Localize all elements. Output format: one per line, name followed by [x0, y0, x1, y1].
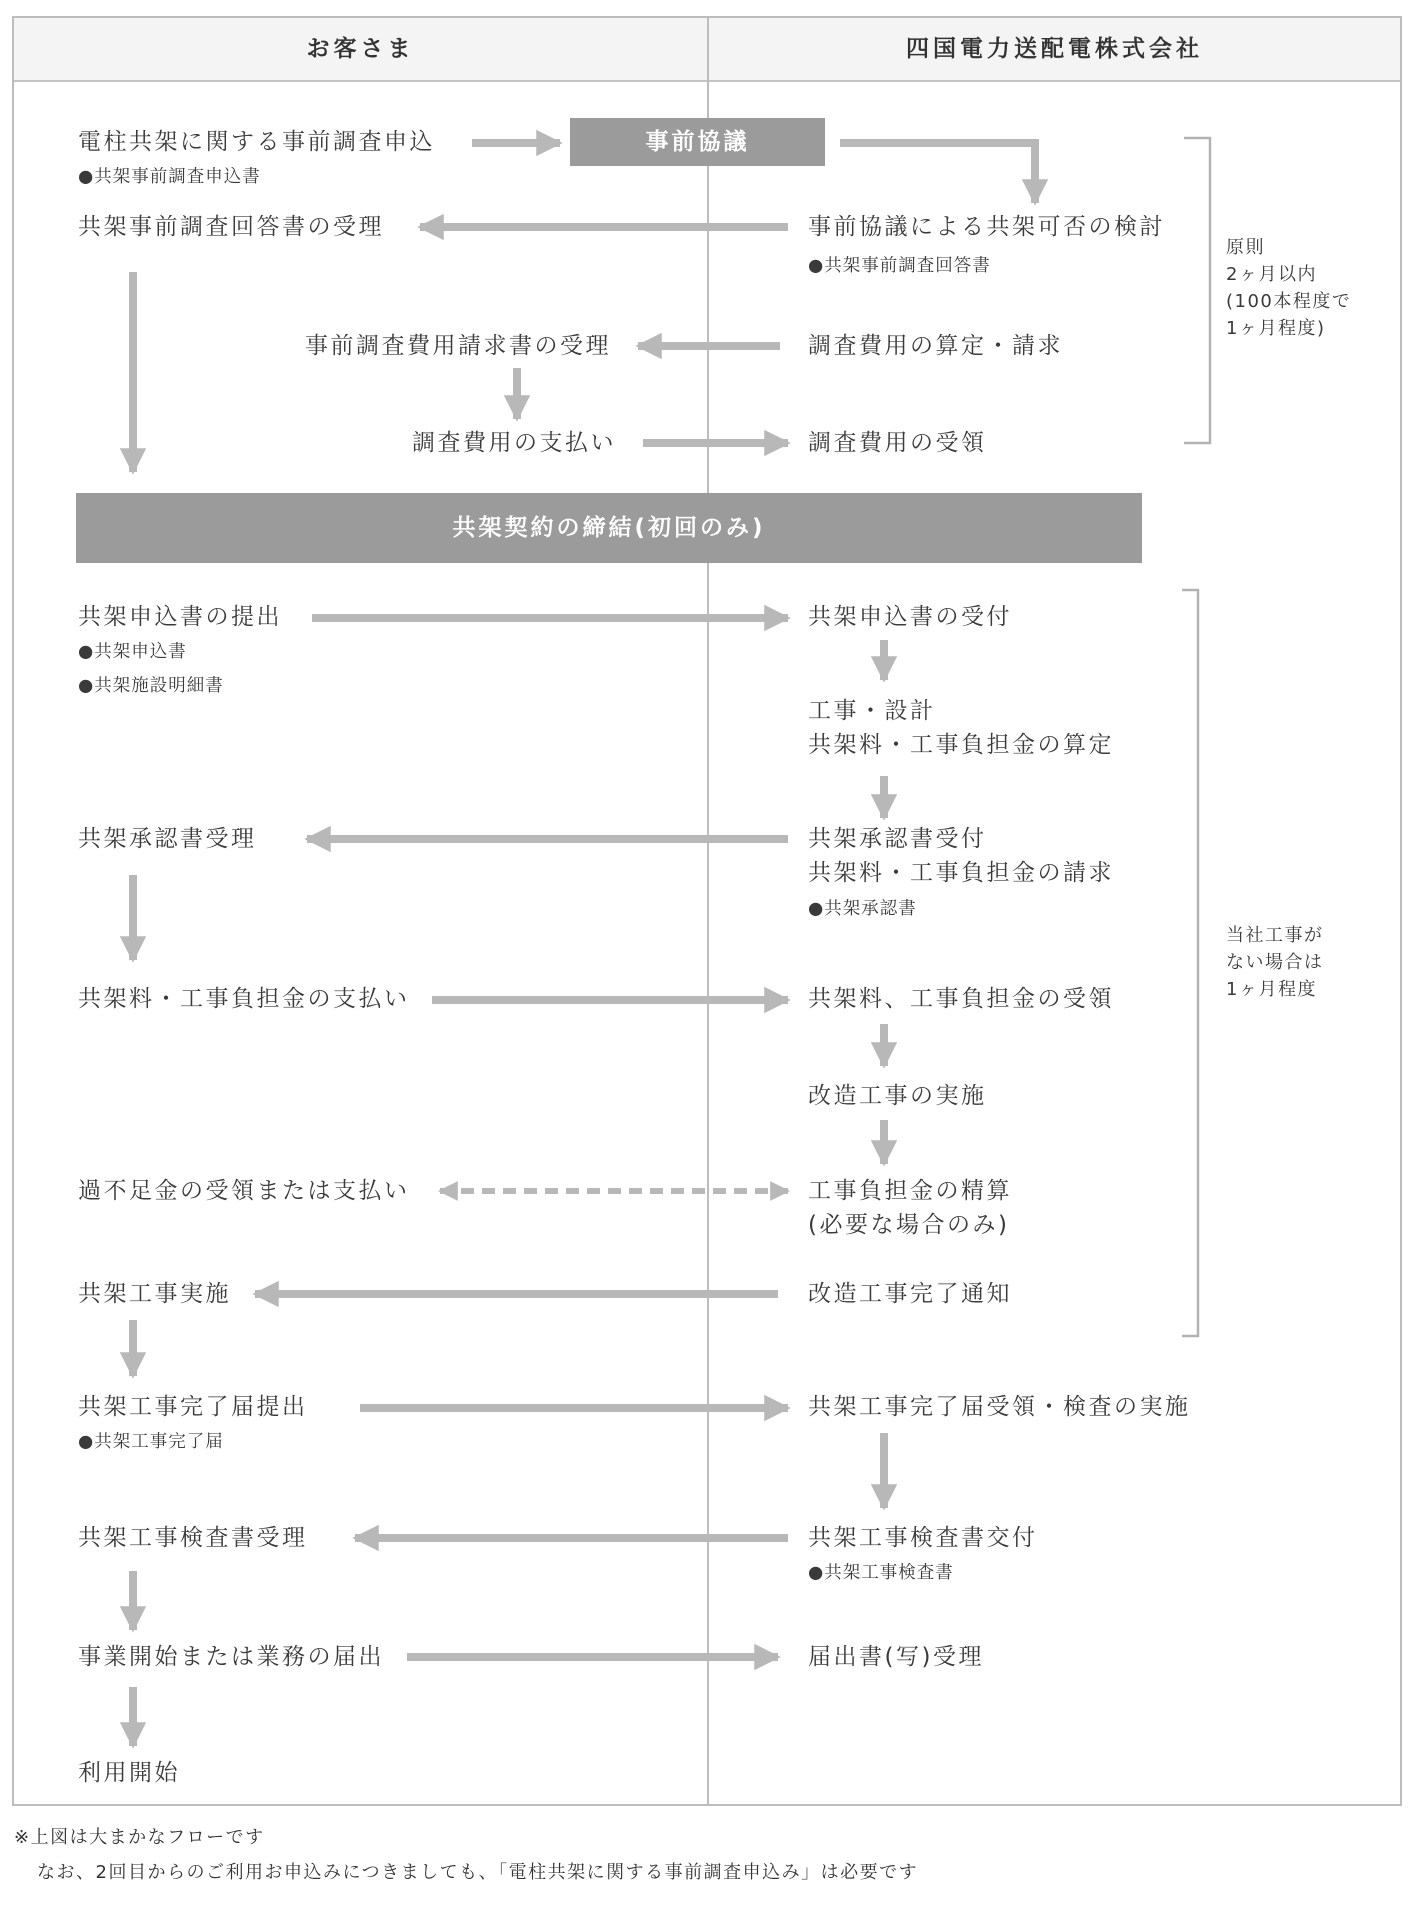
step-design-line1: 工事・設計	[808, 698, 936, 724]
step-survey-fee-payment: 調査費用の支払い	[412, 430, 616, 456]
step-business-notice: 事業開始または業務の届出	[78, 1644, 384, 1670]
side-note-phase1-line1: 原則	[1226, 237, 1265, 258]
step-settlement-line1: 工事負担金の精算	[808, 1178, 1012, 1204]
doc-facility-details: ●共架施設明細書	[78, 676, 224, 696]
step-survey-bill-receipt: 事前調査費用請求書の受理	[305, 333, 611, 359]
doc-pre-survey-answer: ●共架事前調査回答書	[808, 256, 991, 276]
step-fee-payment: 共架料・工事負担金の支払い	[78, 986, 410, 1012]
doc-pre-survey-form: ●共架事前調査申込書	[78, 167, 261, 187]
bracket-phase2	[1182, 590, 1198, 1336]
step-notice-copy-receipt: 届出書(写)受理	[808, 1644, 984, 1670]
customer-column-header: お客さま	[306, 36, 415, 62]
step-settlement-line2: (必要な場合のみ)	[808, 1212, 1010, 1238]
step-approval-line1: 共架承認書受付	[808, 826, 987, 852]
step-completion-inspection: 共架工事完了届受領・検査の実施	[808, 1394, 1191, 1420]
bracket-phase1	[1184, 138, 1210, 443]
side-note-phase2-line2: ない場合は	[1226, 952, 1324, 973]
step-approval-receipt: 共架承認書受理	[78, 826, 257, 852]
step-application-submit: 共架申込書の提出	[78, 604, 282, 630]
doc-application-form: ●共架申込書	[78, 642, 187, 662]
doc-approval: ●共架承認書	[808, 899, 917, 919]
step-design-line2: 共架料・工事負担金の算定	[808, 732, 1114, 758]
footnote-line1: ※上図は大まかなフローです	[14, 1827, 265, 1848]
side-note-phase2-line1: 当社工事が	[1226, 925, 1324, 946]
step-approval-line2: 共架料・工事負担金の請求	[808, 860, 1114, 886]
footnote-line2: なお、2回目からのご利用お申込みにつきましても、「電柱共架に関する事前調査申込み」は必要です	[37, 1862, 919, 1883]
company-column-header: 四国電力送配電株式会社	[906, 36, 1203, 62]
step-inspection-receipt: 共架工事検査書受理	[78, 1525, 308, 1551]
step-completion-notice-submit: 共架工事完了届提出	[78, 1394, 308, 1420]
side-note-phase1-line3: (100本程度で	[1226, 291, 1352, 312]
step-application-accept: 共架申込書の受付	[808, 604, 1012, 630]
doc-inspection: ●共架工事検査書	[808, 1563, 954, 1583]
step-survey-fee-bill: 調査費用の算定・請求	[808, 333, 1063, 359]
side-note-phase1-line4: 1ヶ月程度)	[1226, 318, 1326, 339]
step-balance: 過不足金の受領または支払い	[78, 1178, 410, 1204]
arrow-consultation-to-review	[840, 143, 1035, 203]
step-inspection-issue: 共架工事検査書交付	[808, 1525, 1038, 1551]
side-note-phase1-line2: 2ヶ月以内	[1226, 264, 1317, 285]
contract-box: 共架契約の締結(初回のみ)	[76, 493, 1142, 563]
step-survey-fee-receipt: 調査費用の受領	[808, 430, 987, 456]
step-work: 共架工事実施	[78, 1281, 231, 1307]
step-pre-survey-answer-receipt: 共架事前調査回答書の受理	[78, 214, 384, 240]
step-renovation-done: 改造工事完了通知	[808, 1281, 1012, 1307]
doc-completion-form: ●共架工事完了届	[78, 1432, 224, 1452]
step-start-use: 利用開始	[78, 1760, 180, 1786]
step-renovation: 改造工事の実施	[808, 1083, 987, 1109]
step-pre-survey-application: 電柱共架に関する事前調査申込	[78, 129, 435, 155]
step-fee-receipt: 共架料、工事負担金の受領	[808, 986, 1114, 1012]
step-feasibility-review: 事前協議による共架可否の検討	[808, 214, 1165, 240]
pre-consultation-box: 事前協議	[570, 118, 825, 166]
side-note-phase2-line3: 1ヶ月程度	[1226, 979, 1317, 1000]
